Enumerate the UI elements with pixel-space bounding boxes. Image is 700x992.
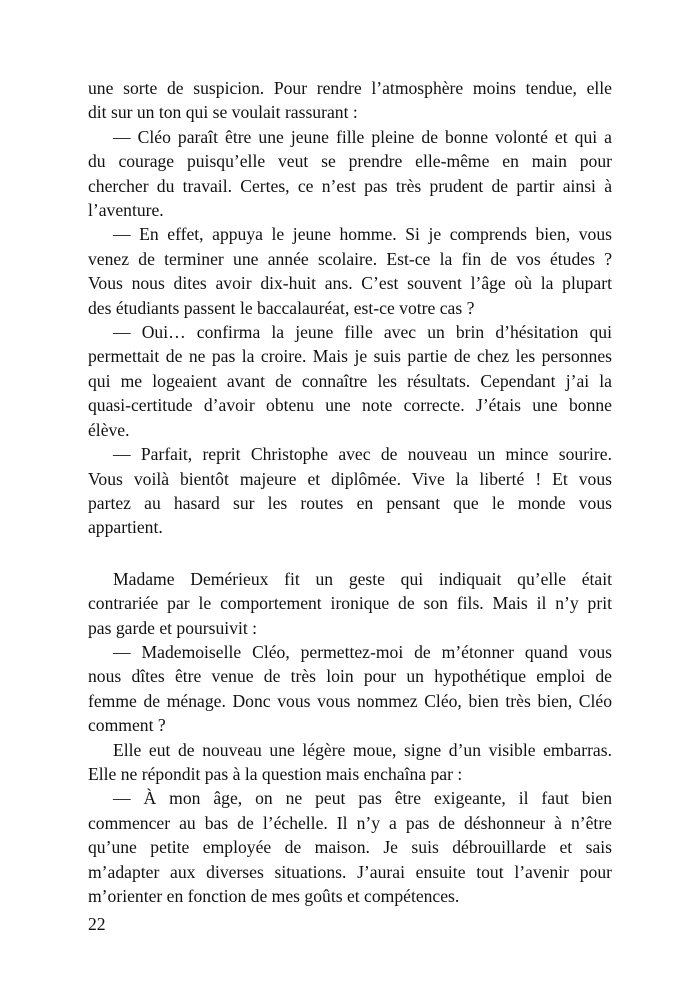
page-body [88,76,612,908]
text-line: comment ? [88,715,166,736]
paragraph [88,738,612,787]
page-number: 22 [88,914,106,934]
text-line: appartient. [88,517,163,538]
text-line: — Oui… confirma la jeune fille avec un brin d’hésitation qui [113,322,612,343]
text-line: une sorte de suspicion. Pour rendre l’atmosphère moins tendue, elle [88,78,612,98]
text-line: m’adapter aux diverses situations. J’aurai ensuite tout l’avenir pour [88,861,612,882]
text-line: du courage puisqu’elle veut se prendre elle-même en main pour [88,151,612,172]
text-line: qui me logeaient avant de connaître les résultats. Cependant j’ai la [88,370,612,391]
text-line: Elle eut de nouveau une légère moue, signe d’un visible embarras. [113,739,612,760]
text-line: pas garde et poursuivit : [88,617,258,638]
paragraph [88,567,612,640]
text-line: m’orienter en fonction de mes goûts et compétences. [88,886,460,906]
text-line: quasi-certitude d’avoir obtenu une note correcte. J’étais une bonne [88,395,612,416]
text-line: Elle ne répondit pas à la question mais enchaîna par : [88,763,463,784]
text-line: Madame Demérieux fit un geste qui indiquait qu’elle était [113,568,612,589]
text-line: partez au hasard sur les routes en pensant que le monde vous [88,492,612,513]
paragraph [88,442,612,540]
text-line: nous dîtes être venue de très loin pour un hypothétique emploi de [88,666,612,687]
text-line: des étudiants passent le baccalauréat, est-ce votre cas ? [88,297,475,318]
text-line: — Parfait, reprit Christophe avec de nouveau un mince sourire. [113,444,612,465]
text-line: — Mademoiselle Cléo, permettez-moi de m’étonner quand vous [113,641,612,662]
text-line: — À mon âge, on ne peut pas être exigeante, il faut bien [113,788,612,809]
paragraph [88,320,612,442]
text-line: Vous voilà bientôt majeure et diplômée. Vive la liberté ! Et vous [88,468,612,489]
text-line: l’aventure. [88,200,164,221]
paragraph [88,222,612,320]
text-line: — Cléo paraît être une jeune fille pleine de bonne volonté et qui a [113,126,612,147]
text-line: élève. [88,419,130,440]
text-line: contrariée par le comportement ironique de son fils. Mais il n’y prit [88,593,612,614]
text-line: dit sur un ton qui se voulait rassurant : [88,102,358,123]
text-line: Vous nous dites avoir dix-huit ans. C’est souvent l’âge où la plupart [88,273,612,294]
text-line: qu’une petite employée de maison. Je suis débrouillarde et sais [88,837,612,858]
paragraph [88,125,612,223]
text-line: femme de ménage. Donc vous vous nommez Cléo, bien très bien, Cléo [88,690,612,711]
text-line: chercher du travail. Certes, ce n’est pas très prudent de partir ainsi à [88,175,612,196]
text-line: venez de terminer une année scolaire. Est-ce la fin de vos études ? [88,248,612,269]
paragraph [88,640,612,738]
text-line: — En effet, appuya le jeune homme. Si je comprends bien, vous [113,224,612,245]
text-line: commencer au bas de l’échelle. Il n’y a pas de déshonneur à n’être [88,812,612,833]
paragraph [88,76,612,125]
paragraph [88,786,612,908]
text-line: permettait de ne pas la croire. Mais je suis partie de chez les personnes [88,346,612,367]
